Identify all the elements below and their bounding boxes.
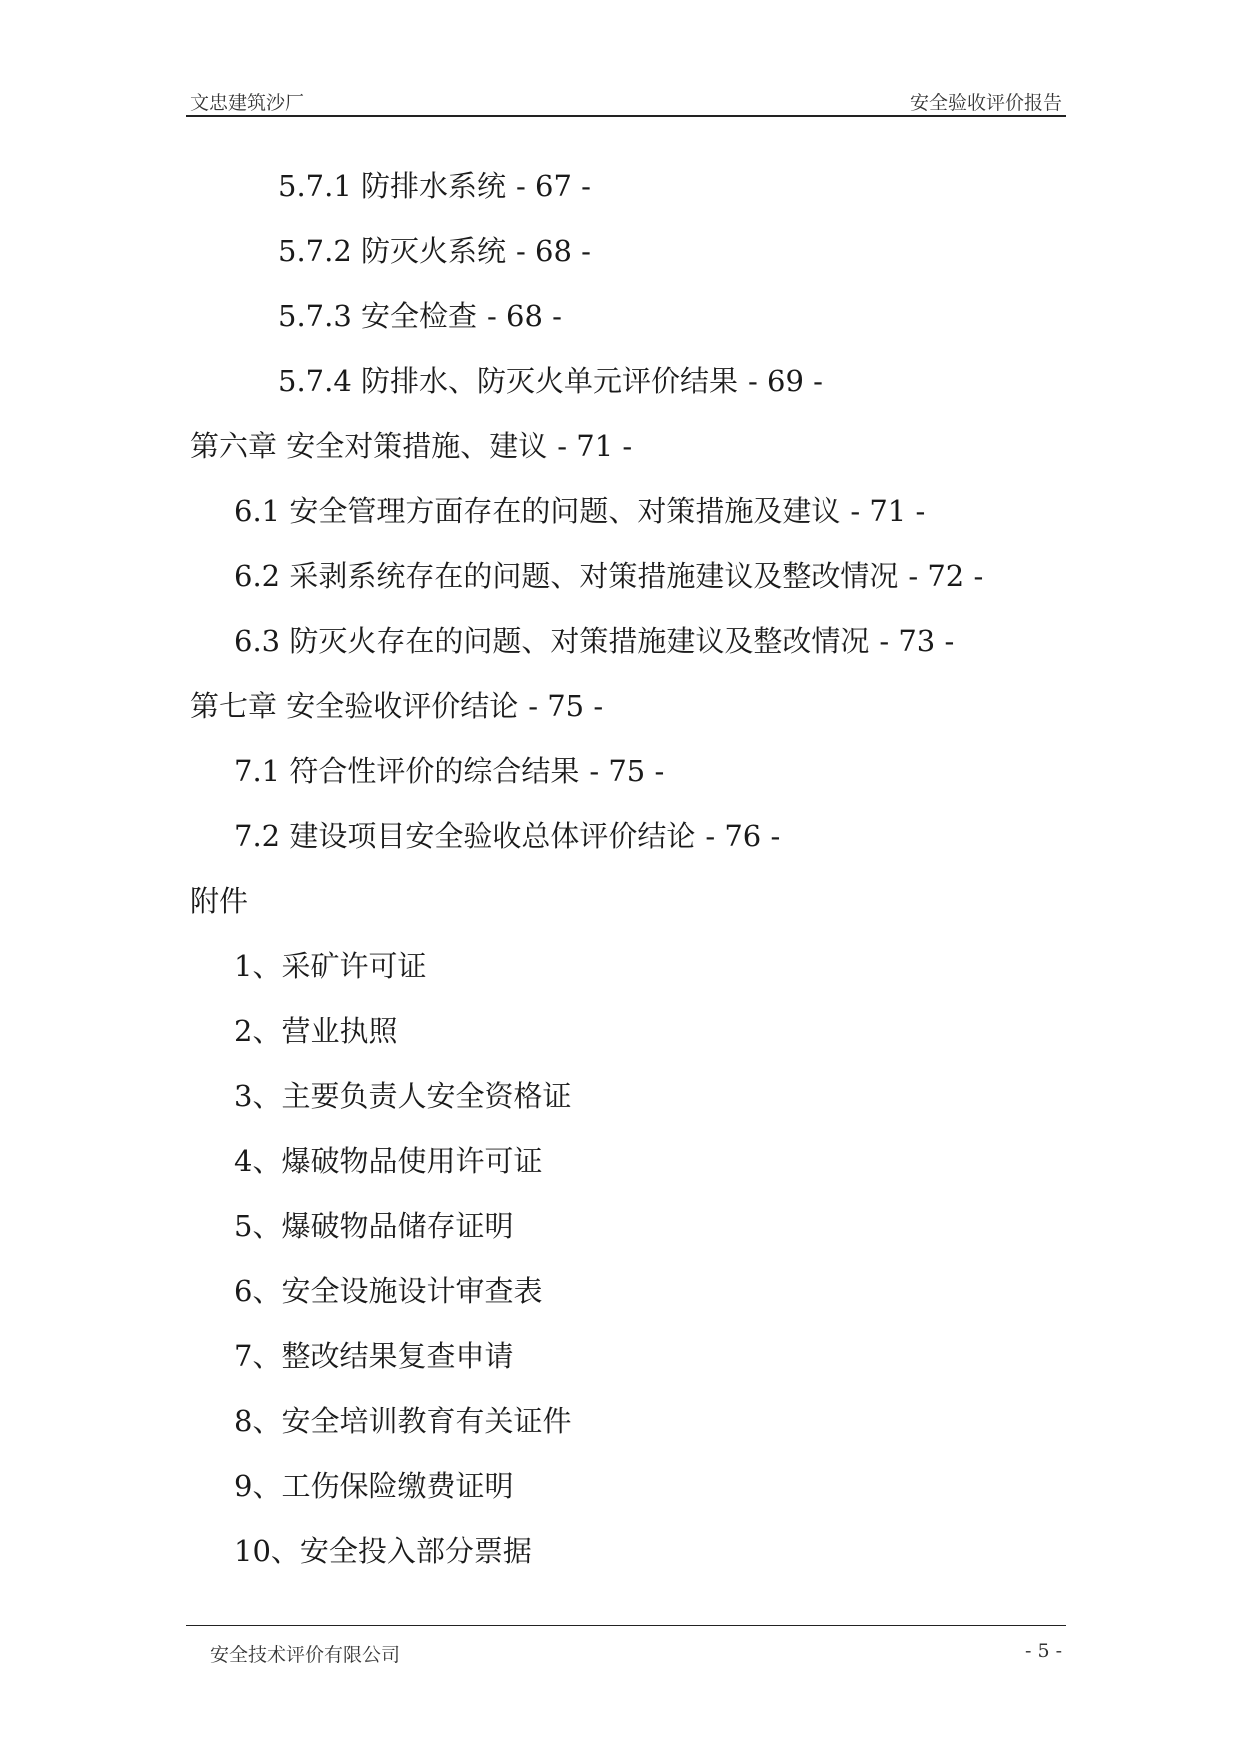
header-report-title: 安全验收评价报告	[909, 92, 1062, 114]
toc-entry-label: 5.7.2 防灭火系统	[278, 234, 507, 268]
toc-entry-page: - 75 -	[589, 754, 665, 788]
toc-entry-label: 5.7.1 防排水系统	[278, 169, 507, 203]
attachments-heading: 附件	[190, 884, 249, 918]
header-company: 文忠建筑沙厂	[190, 92, 305, 114]
attachment-item: 10、安全投入部分票据	[234, 1534, 532, 1568]
attachment-item: 7、整改结果复查申请	[234, 1339, 514, 1373]
attachment-item: 5、爆破物品储存证明	[234, 1209, 514, 1243]
attachment-item: 2、营业执照	[234, 1014, 398, 1048]
toc-entry-label: 7.2 建设项目安全验收总体评价结论	[234, 819, 696, 853]
toc-entry-label: 5.7.3 安全检查	[278, 299, 478, 333]
toc-entry-page: - 71 -	[850, 494, 926, 528]
toc-entry-label: 7.1 符合性评价的综合结果	[234, 754, 580, 788]
toc-entry-page: - 67 -	[516, 169, 591, 203]
toc-entry-label: 6.1 安全管理方面存在的问题、对策措施及建议	[234, 494, 841, 528]
toc-entry-label: 6.3 防灭火存在的问题、对策措施建议及整改情况	[234, 624, 870, 658]
footer-company: 安全技术评价有限公司	[210, 1644, 401, 1666]
attachment-item: 9、工伤保险缴费证明	[234, 1469, 514, 1503]
toc-entry-page: - 68 -	[487, 299, 562, 333]
page-number: - 5 -	[1024, 1640, 1062, 1662]
attachment-item: 1、采矿许可证	[234, 949, 427, 983]
page-header	[186, 88, 1066, 118]
toc-entry-page: - 68 -	[516, 234, 591, 268]
toc-entry-label: 第七章 安全验收评价结论	[190, 689, 519, 723]
attachment-item: 4、爆破物品使用许可证	[234, 1144, 543, 1178]
toc-entry-label: 6.2 采剥系统存在的问题、对策措施建议及整改情况	[234, 559, 899, 593]
toc-entry-page: - 69 -	[748, 364, 823, 398]
attachment-item: 6、安全设施设计审查表	[234, 1274, 543, 1308]
footer-divider	[186, 1625, 1066, 1626]
attachment-item: 8、安全培训教育有关证件	[234, 1404, 572, 1438]
attachment-item: 3、主要负责人安全资格证	[234, 1079, 572, 1113]
toc-entry-label: 5.7.4 防排水、防灭火单元评价结果	[278, 364, 739, 398]
toc-entry-page: - 71 -	[557, 429, 633, 463]
page-footer	[186, 1640, 1066, 1670]
toc-entry-page: - 73 -	[879, 624, 955, 658]
toc-entry-label: 第六章 安全对策措施、建议	[190, 429, 548, 463]
toc-entry-page: - 75 -	[528, 689, 604, 723]
toc-entry-page: - 76 -	[705, 819, 781, 853]
header-divider	[186, 115, 1066, 117]
toc-entry-page: - 72 -	[908, 559, 984, 593]
